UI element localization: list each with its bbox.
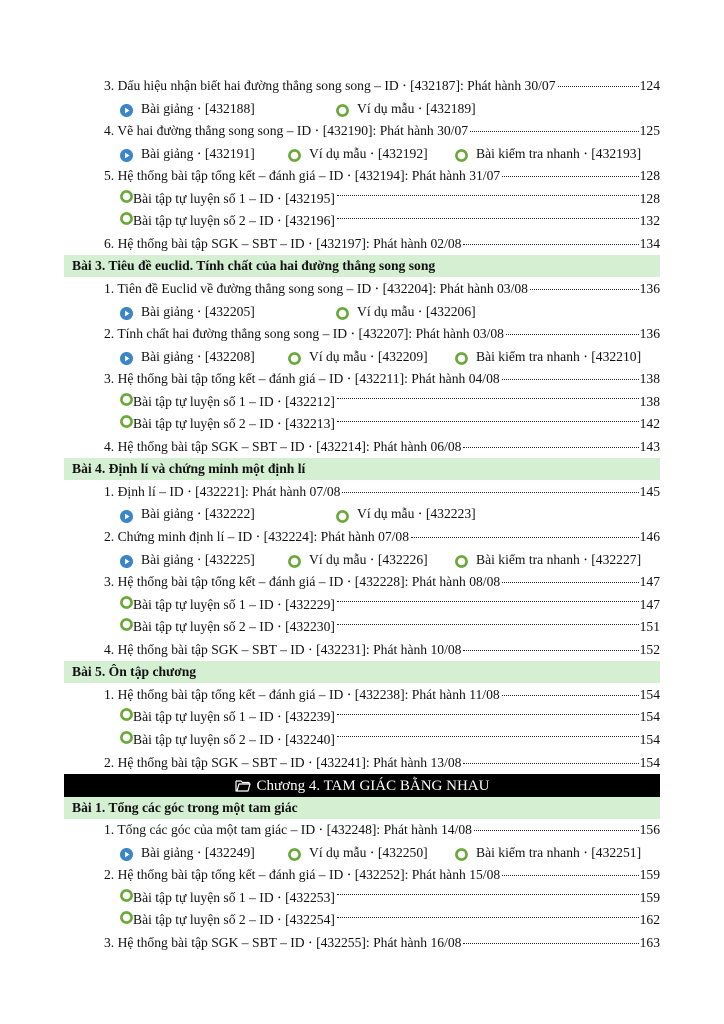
entry-title: 4. Hệ thống bài tập SGK – SBT – ID ⋅ [432231]: Phát hành 10/08 bbox=[104, 641, 462, 657]
dot-leader bbox=[463, 763, 638, 764]
toc-subentry[interactable] bbox=[64, 391, 660, 413]
link-label: Ví dụ mẫu ⋅ [432209] bbox=[309, 348, 428, 364]
dot-leader bbox=[337, 714, 639, 715]
page-number: 163 bbox=[639, 934, 660, 950]
lesson-heading bbox=[64, 458, 660, 480]
link-label: Ví dụ mẫu ⋅ [432226] bbox=[309, 551, 428, 567]
exercise-link[interactable] bbox=[455, 143, 641, 165]
entry-title: 3. Hệ thống bài tập SGK – SBT – ID ⋅ [432255]: Phát hành 16/08 bbox=[104, 934, 462, 950]
toc-entry[interactable] bbox=[64, 120, 660, 142]
page-number: 124 bbox=[639, 78, 660, 93]
toc-entry[interactable] bbox=[64, 436, 660, 458]
lesson-heading bbox=[64, 661, 660, 683]
toc-entry[interactable] bbox=[64, 278, 660, 300]
link-label: Bài kiểm tra nhanh ⋅ [432227] bbox=[476, 551, 642, 567]
lecture-link[interactable] bbox=[120, 143, 255, 165]
link-label: Ví dụ mẫu ⋅ [432206] bbox=[357, 303, 476, 319]
lesson-heading bbox=[64, 255, 660, 277]
entry-title: 4. Vẽ hai đường thẳng song song – ID ⋅ [432190]: Phát hành 30/07 bbox=[104, 123, 469, 139]
lesson-title: Bài 4. Định lí và chứng minh một định lí bbox=[72, 461, 306, 477]
toc-entry[interactable] bbox=[64, 323, 660, 345]
entry-title: 3. Dấu hiệu nhận biết hai đường thẳng song song – ID ⋅ [432187]: Phát hành 30/07 bbox=[104, 78, 556, 93]
lecture-link[interactable] bbox=[120, 98, 255, 120]
toc-entry[interactable] bbox=[64, 639, 660, 661]
entry-title: Bài tập tự luyện số 1 – ID ⋅ [432212] bbox=[133, 393, 335, 409]
lecture-link[interactable] bbox=[120, 346, 255, 368]
play-icon bbox=[120, 508, 133, 521]
resource-links bbox=[64, 143, 660, 165]
link-label: Bài giảng ⋅ [432225] bbox=[141, 551, 255, 567]
toc-entry[interactable] bbox=[64, 819, 660, 841]
entry-title: 2. Hệ thống bài tập SGK – SBT – ID ⋅ [432241]: Phát hành 13/08 bbox=[104, 754, 462, 770]
lecture-link[interactable] bbox=[120, 301, 255, 323]
page-number: 128 bbox=[639, 190, 660, 206]
toc-subentry[interactable] bbox=[64, 729, 660, 751]
circle-icon bbox=[120, 594, 133, 616]
toc-subentry[interactable] bbox=[64, 210, 660, 232]
circle-icon bbox=[120, 210, 133, 232]
entry-title: 6. Hệ thống bài tập SGK – SBT – ID ⋅ [432197]: Phát hành 02/08 bbox=[104, 235, 462, 251]
circle-icon bbox=[120, 391, 133, 413]
toc-entry[interactable] bbox=[64, 233, 660, 255]
entry-title: 3. Hệ thống bài tập tổng kết – đánh giá – ID ⋅ [432228]: Phát hành 08/08 bbox=[104, 574, 501, 590]
toc-entry[interactable] bbox=[64, 571, 660, 593]
chapter-heading bbox=[64, 774, 660, 798]
page-number: 138 bbox=[639, 393, 660, 409]
entry-title: Bài tập tự luyện số 1 – ID ⋅ [432239] bbox=[133, 709, 335, 725]
page-number: 156 bbox=[639, 822, 660, 838]
toc-entry[interactable] bbox=[64, 526, 660, 548]
entry-title: 1. Định lí – ID ⋅ [432221]: Phát hành 07/08 bbox=[104, 483, 341, 499]
resource-links bbox=[64, 842, 660, 864]
dot-leader bbox=[502, 176, 638, 177]
toc-entry[interactable] bbox=[64, 752, 660, 774]
page-number: 136 bbox=[639, 280, 660, 296]
toc-subentry[interactable] bbox=[64, 594, 660, 616]
toc-subentry[interactable] bbox=[64, 909, 660, 931]
page-number: 162 bbox=[639, 912, 660, 928]
dot-leader bbox=[337, 624, 639, 625]
entry-title: Bài tập tự luyện số 2 – ID ⋅ [432240] bbox=[133, 731, 335, 747]
lesson-title: Bài 5. Ôn tập chương bbox=[72, 664, 197, 680]
toc-subentry[interactable] bbox=[64, 188, 660, 210]
entry-title: 3. Hệ thống bài tập tổng kết – đánh giá – ID ⋅ [432211]: Phát hành 04/08 bbox=[104, 371, 500, 387]
link-label: Bài kiểm tra nhanh ⋅ [432251] bbox=[476, 844, 642, 860]
circle-icon bbox=[120, 188, 133, 210]
toc-entry[interactable] bbox=[64, 932, 660, 954]
circle-icon bbox=[455, 553, 468, 566]
link-label: Bài kiểm tra nhanh ⋅ [432210] bbox=[476, 348, 642, 364]
dot-leader bbox=[463, 943, 638, 944]
resource-links bbox=[64, 98, 660, 120]
page-number: 145 bbox=[639, 483, 660, 499]
dot-leader bbox=[502, 582, 638, 583]
exercise-link[interactable] bbox=[336, 98, 476, 120]
entry-title: 2. Chứng minh định lí – ID ⋅ [432224]: Phát hành 07/08 bbox=[104, 529, 410, 544]
exercise-link[interactable] bbox=[455, 549, 641, 571]
link-label: Bài giảng ⋅ [432191] bbox=[141, 145, 255, 161]
dot-leader bbox=[463, 650, 638, 651]
toc-entry[interactable] bbox=[64, 165, 660, 187]
dot-leader bbox=[463, 244, 638, 245]
page-number: 154 bbox=[639, 709, 660, 725]
page-number: 146 bbox=[639, 529, 660, 544]
lesson-title: Bài 1. Tổng các góc trong một tam giác bbox=[72, 799, 298, 815]
entry-title: Bài tập tự luyện số 2 – ID ⋅ [432196] bbox=[133, 213, 335, 229]
dot-leader bbox=[337, 218, 639, 219]
dot-leader bbox=[502, 695, 639, 696]
play-icon bbox=[120, 350, 133, 363]
entry-title: 1. Tiên đề Euclid về đường thẳng song song – ID ⋅ [432204]: Phát hành 03/08 bbox=[104, 280, 528, 296]
page-number: 154 bbox=[639, 754, 660, 770]
entry-title: 5. Hệ thống bài tập tổng kết – đánh giá – ID ⋅ [432194]: Phát hành 31/07 bbox=[104, 168, 501, 184]
dot-leader bbox=[502, 875, 638, 876]
entry-title: 2. Hệ thống bài tập tổng kết – đánh giá – ID ⋅ [432252]: Phát hành 15/08 bbox=[104, 867, 501, 883]
entry-title: Bài tập tự luyện số 2 – ID ⋅ [432254] bbox=[133, 912, 335, 928]
circle-icon bbox=[288, 147, 301, 160]
circle-icon bbox=[288, 350, 301, 363]
circle-icon bbox=[120, 729, 133, 751]
link-label: Ví dụ mẫu ⋅ [432192] bbox=[309, 145, 428, 161]
page-number: 134 bbox=[639, 235, 660, 251]
dot-leader bbox=[337, 421, 639, 422]
dot-leader bbox=[337, 195, 639, 196]
dot-leader bbox=[337, 917, 639, 918]
toc-subentry[interactable] bbox=[64, 616, 660, 638]
dot-leader bbox=[342, 492, 638, 493]
chapter-title: Chương 4. TAM GIÁC BẰNG NHAU bbox=[256, 778, 490, 795]
resource-links bbox=[64, 301, 660, 323]
lecture-link[interactable] bbox=[120, 842, 255, 864]
dot-leader bbox=[530, 289, 639, 290]
exercise-link[interactable] bbox=[336, 503, 476, 525]
folder-icon bbox=[235, 778, 257, 794]
dot-leader bbox=[502, 379, 639, 380]
lecture-link[interactable] bbox=[120, 549, 255, 571]
circle-icon bbox=[455, 846, 468, 859]
page-number: 128 bbox=[639, 168, 660, 184]
circle-icon bbox=[120, 413, 133, 435]
toc-subentry[interactable] bbox=[64, 413, 660, 435]
toc-entry[interactable] bbox=[64, 75, 660, 97]
toc-entry[interactable] bbox=[64, 684, 660, 706]
circle-icon bbox=[336, 508, 349, 521]
play-icon bbox=[120, 102, 133, 115]
dot-leader bbox=[337, 398, 639, 399]
page-number: 151 bbox=[639, 619, 660, 635]
page-number: 147 bbox=[639, 574, 660, 590]
lesson-heading bbox=[64, 797, 660, 819]
entry-title: Bài tập tự luyện số 1 – ID ⋅ [432195] bbox=[133, 190, 335, 206]
entry-title: 2. Tính chất hai đường thẳng song song – ID ⋅ [432207]: Phát hành 03/08 bbox=[104, 326, 504, 342]
entry-title: Bài tập tự luyện số 1 – ID ⋅ [432253] bbox=[133, 889, 335, 905]
link-label: Bài giảng ⋅ [432222] bbox=[141, 506, 255, 522]
entry-title: Bài tập tự luyện số 2 – ID ⋅ [432213] bbox=[133, 416, 335, 432]
page-number: 152 bbox=[639, 641, 660, 657]
page-number: 159 bbox=[639, 867, 660, 883]
toc-subentry[interactable] bbox=[64, 706, 660, 728]
resource-links bbox=[64, 346, 660, 368]
circle-icon bbox=[455, 147, 468, 160]
link-label: Ví dụ mẫu ⋅ [432189] bbox=[357, 100, 476, 116]
exercise-link[interactable] bbox=[288, 346, 428, 368]
dot-leader bbox=[506, 334, 639, 335]
toc-subentry[interactable] bbox=[64, 887, 660, 909]
link-label: Bài giảng ⋅ [432208] bbox=[141, 348, 255, 364]
page-number: 136 bbox=[639, 326, 660, 342]
toc-entry[interactable] bbox=[64, 481, 660, 503]
entry-title: Bài tập tự luyện số 2 – ID ⋅ [432230] bbox=[133, 619, 335, 635]
exercise-link[interactable] bbox=[336, 301, 476, 323]
exercise-link[interactable] bbox=[455, 346, 641, 368]
entry-title: Bài tập tự luyện số 1 – ID ⋅ [432229] bbox=[133, 596, 335, 612]
circle-icon bbox=[120, 887, 133, 909]
page-number: 142 bbox=[639, 416, 660, 432]
resource-links bbox=[64, 549, 660, 571]
dot-leader bbox=[463, 447, 638, 448]
resource-links bbox=[64, 503, 660, 525]
dot-leader bbox=[337, 601, 639, 602]
page-number: 132 bbox=[639, 213, 660, 229]
dot-leader bbox=[470, 131, 639, 132]
page-number: 138 bbox=[639, 371, 660, 387]
dot-leader bbox=[411, 537, 639, 538]
toc-entry[interactable] bbox=[64, 864, 660, 886]
exercise-link[interactable] bbox=[288, 549, 428, 571]
page-number: 143 bbox=[639, 438, 660, 454]
exercise-link[interactable] bbox=[455, 842, 641, 864]
exercise-link[interactable] bbox=[288, 143, 428, 165]
link-label: Bài giảng ⋅ [432205] bbox=[141, 303, 255, 319]
play-icon bbox=[120, 553, 133, 566]
play-icon bbox=[120, 846, 133, 859]
entry-title: 1. Tổng các góc của một tam giác – ID ⋅ [432248]: Phát hành 14/08 bbox=[104, 822, 472, 838]
circle-icon bbox=[288, 846, 301, 859]
link-label: Bài giảng ⋅ [432249] bbox=[141, 844, 255, 860]
circle-icon bbox=[288, 553, 301, 566]
circle-icon bbox=[336, 102, 349, 115]
page-number: 154 bbox=[639, 686, 660, 702]
toc-entry[interactable] bbox=[64, 368, 660, 390]
lecture-link[interactable] bbox=[120, 503, 255, 525]
entry-title: 4. Hệ thống bài tập SGK – SBT – ID ⋅ [432214]: Phát hành 06/08 bbox=[104, 438, 462, 454]
circle-icon bbox=[120, 706, 133, 728]
page-number: 125 bbox=[639, 123, 660, 139]
play-icon bbox=[120, 305, 133, 318]
page-number: 147 bbox=[639, 596, 660, 612]
lesson-title: Bài 3. Tiêu đề euclid. Tính chất của hai đường thẳng song song bbox=[72, 258, 436, 274]
circle-icon bbox=[120, 616, 133, 638]
link-label: Bài giảng ⋅ [432188] bbox=[141, 100, 255, 116]
circle-icon bbox=[120, 909, 133, 931]
exercise-link[interactable] bbox=[288, 842, 428, 864]
dot-leader bbox=[337, 736, 639, 737]
page-number: 154 bbox=[639, 731, 660, 747]
dot-leader bbox=[474, 830, 639, 831]
link-label: Ví dụ mẫu ⋅ [432223] bbox=[357, 506, 476, 522]
dot-leader bbox=[558, 86, 639, 87]
link-label: Bài kiểm tra nhanh ⋅ [432193] bbox=[476, 145, 642, 161]
link-label: Ví dụ mẫu ⋅ [432250] bbox=[309, 844, 428, 860]
dot-leader bbox=[337, 894, 639, 895]
entry-title: 1. Hệ thống bài tập tổng kết – đánh giá – ID ⋅ [432238]: Phát hành 11/08 bbox=[104, 686, 500, 702]
circle-icon bbox=[455, 350, 468, 363]
play-icon bbox=[120, 147, 133, 160]
circle-icon bbox=[336, 305, 349, 318]
page-number: 159 bbox=[639, 889, 660, 905]
